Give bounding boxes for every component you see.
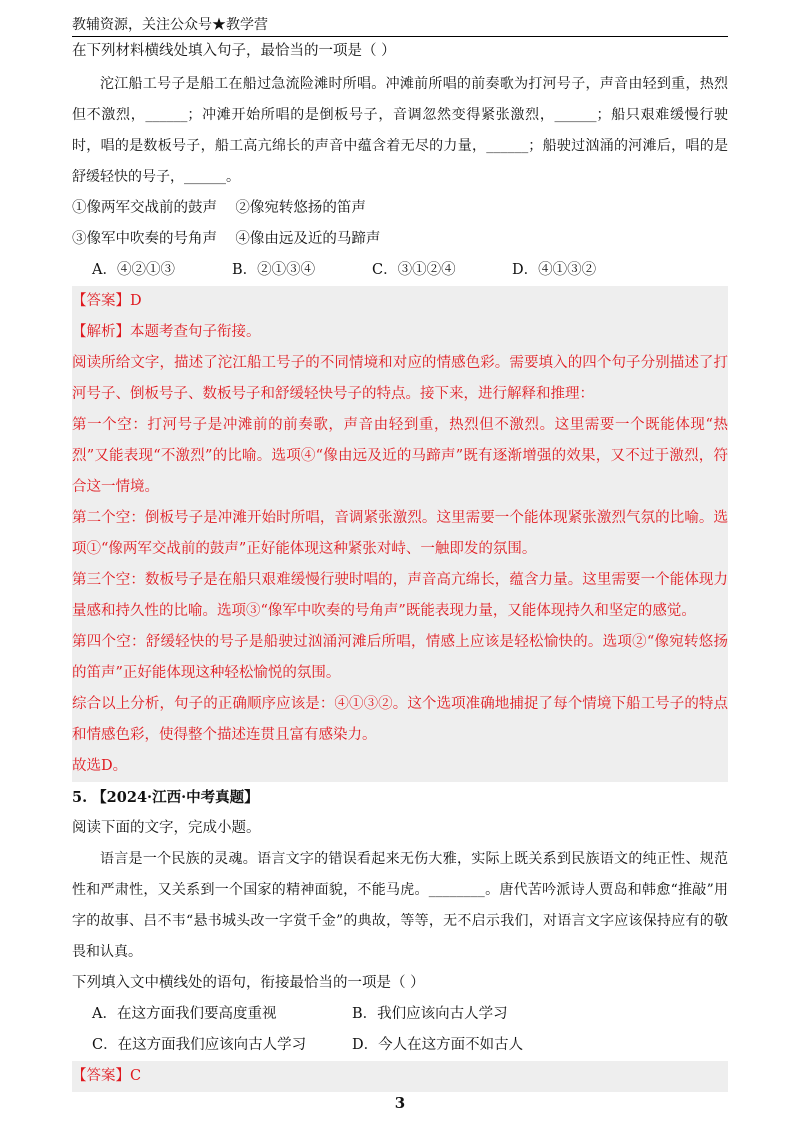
analysis-para: 阅读所给文字，描述了沱江船工号子的不同情境和对应的情感色彩。需要填入的四个句子分别描述了打河号子、倒板号子、数板号子和舒缓轻快号子的特点。接下来，进行解释和推理： (72, 355, 728, 402)
q5-option-b: B．我们应该向古人学习 (352, 1006, 508, 1022)
q5-answer-block (72, 1061, 728, 1092)
page-number: 3 (394, 1094, 406, 1112)
analysis-para: 第二个空：倒板号子是冲滩开始时所唱，音调紧张激烈。这里需要一个能体现紧张激烈气氛的比喻。选项①“像两军交战前的鼓声”正好能体现这种紧张对峙、一触即发的氛围。 (72, 510, 728, 557)
q4-answer-block (72, 286, 728, 317)
page-header (72, 16, 728, 37)
q5-stem: 下列填入文中横线处的语句，衔接最恰当的一项是（ ） (72, 975, 425, 991)
q4-option-a: A．④②①③ (92, 262, 175, 278)
header-text: 教辅资源，关注公众号★教学营 (72, 17, 268, 33)
q4-passage: 沱江船工号子是船工在船过急流险滩时所唱。冲滩前所唱的前奏歌为打河号子，声音由轻到重，热烈但不激烈，______；冲滩开始所唱的是倒板号子，音调忽然变得紧张激烈，______；船只艰难缓慢行驶时，唱的是数板号子，船工高亢绵长的声音中蕴含着无尽的力量，______；船驶过汹涌的河滩后，唱的是舒缓轻快的号子，______。 (72, 76, 728, 185)
q5-option-d: D．今人在这方面不如古人 (352, 1037, 524, 1053)
q5-answer: 【答案】C (72, 1068, 142, 1084)
q4-stem: 在下列材料横线处填入句子，最恰当的一项是（ ） (72, 43, 396, 59)
q5-options-row2 (72, 1030, 728, 1061)
analysis-para: 第一个空：打河号子是冲滩前的前奏歌，声音由轻到重，热烈但不激烈。这里需要一个既能体现“热烈”又能表现“不激烈”的比喻。选项④“像由远及近的马蹄声”既有逐渐增强的效果，又不过于激烈，符合这一情境。 (72, 417, 728, 495)
q5-option-c: C．在这方面我们应该向古人学习 (92, 1037, 307, 1053)
analysis-para: 第三个空：数板号子是在船只艰难缓慢行驶时唱的，声音高亢绵长，蕴含力量。这里需要一个能体现力量感和持久性的比喻。选项③“像军中吹奏的号角声”既能表现力量，又能体现持久和坚定的感觉。 (72, 572, 728, 619)
q4-answer: 【答案】D (72, 293, 142, 309)
q4-options (72, 255, 728, 286)
analysis-para: 综合以上分析，句子的正确顺序应该是：④①③②。这个选项准确地捕捉了每个情境下船工号子的特点和情感色彩，使得整个描述连贯且富有感染力。 (72, 696, 728, 743)
q5-instruction: 阅读下面的文字，完成小题。 (72, 820, 261, 836)
q5-options-row1 (72, 999, 728, 1030)
q4-analysis (72, 317, 728, 782)
analysis-para: 【解析】本题考查句子衔接。 (72, 324, 261, 340)
q4-items-row1: ①像两军交战前的鼓声 ②像宛转悠扬的笛声 (72, 200, 366, 216)
q4-option-b: B．②①③④ (232, 262, 316, 278)
q5-passage: 语言是一个民族的灵魂。语言文字的错误看起来无伤大雅，实际上既关系到民族语文的纯正性、规范性和严肃性，又关系到一个国家的精神面貌，不能马虎。________。唐代苦吟派诗人贾岛和韩愈“推敲”用字的故事、吕不韦“悬书城头改一字赏千金”的典故，等等，无不启示我们，对语言文字应该保持应有的敬畏和认真。 (72, 851, 728, 960)
analysis-para: 故选D。 (72, 758, 128, 774)
analysis-para: 第四个空：舒缓轻快的号子是船驶过汹涌河滩后所唱，情感上应该是轻松愉快的。选项②“像宛转悠扬的笛声”正好能体现这种轻松愉悦的氛围。 (72, 634, 728, 681)
q4-option-c: C．③①②④ (372, 262, 456, 278)
q4-option-d: D．④①③② (512, 262, 597, 278)
page-content (72, 36, 728, 1092)
q4-items-row2: ③像军中吹奏的号角声 ④像由远及近的马蹄声 (72, 231, 381, 247)
q5-option-a: A．在这方面我们要高度重视 (92, 1006, 277, 1022)
q5-title: 5. 【2024·江西·中考真题】 (72, 789, 259, 806)
